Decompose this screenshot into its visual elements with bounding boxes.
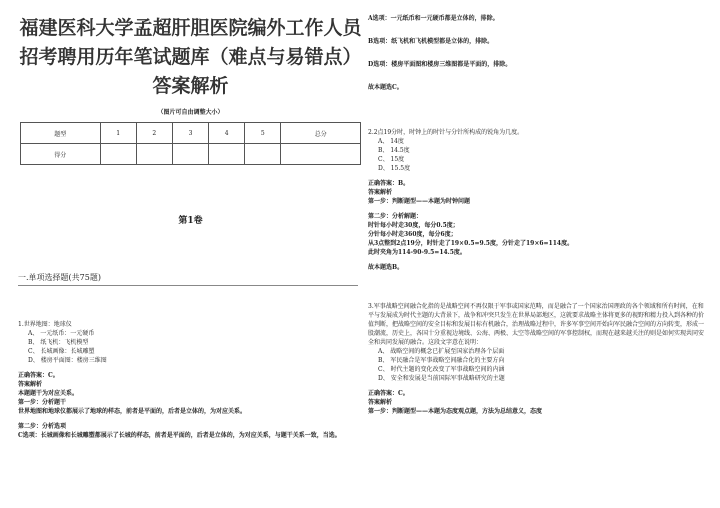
analysis-text: 本题题干为对应关系。 — [18, 390, 79, 397]
option-d: D、 15.5度 — [378, 165, 411, 172]
section-divider — [18, 285, 358, 286]
analysis-label: 答案解析 — [18, 381, 43, 388]
analysis-step-label: 第二步：分析选项 — [18, 423, 67, 430]
analysis-text: 第一步：判断题型——本题为时钟问题 — [368, 198, 471, 205]
option-c: C、 时代主题的变化改变了军事战略空间的内涵 — [378, 366, 505, 373]
correct-answer: 正确答案：B。 — [368, 180, 410, 187]
section-title: 一.单项选择题(共75题) — [18, 273, 101, 282]
question-stem: 3.军事战略空间融合化指的是战略空间不再仅限于军事或国家范畴，而是融合了一个国家治国理政的各个领域和所有时间，在和平与发展成为时代主题的大背景下，战争和冲突只发生在世界局部地区，这就要求战略主体将更多的视野和精力投入到各种的价值判断，把战略空间的安全目标和发展目标有机融合，治理战略过程中，许多军事空间开始向军民融合空间的方向转变，形成一股潮流，历史上，各国十分重视边境线、公海、两极、太空等战略空间的军事控制权，而现在越来越关注的则是如何实现共同安全和共同发展的融合。这段文字意在说明： — [368, 303, 705, 346]
score-header-cell: 4 — [209, 123, 245, 144]
analysis-step-label: 第一步：分析题干 — [18, 399, 67, 406]
score-cell — [245, 144, 281, 165]
analysis-text: 第一步：判断题型——本题为态度观点题，方法为总结意义，态度 — [368, 408, 543, 415]
score-cell — [209, 144, 245, 165]
question-2 — [368, 128, 708, 272]
analysis-text: B选项：纸飞机和飞机模型都是立体的，排除。 — [368, 38, 494, 45]
analysis-label: 答案解析 — [368, 189, 393, 196]
left-column — [18, 14, 363, 440]
score-header-cell: 1 — [100, 123, 136, 144]
score-table-row — [21, 144, 361, 165]
correct-answer: 正确答案：C。 — [18, 372, 59, 379]
conclusion-text: 故本题选B。 — [368, 264, 404, 271]
score-table-header-row — [21, 123, 361, 144]
option-b: B、 军民融合是军事战略空间融合化的主要方向 — [378, 357, 505, 364]
question-stem: 1.世界地图：地球仪 — [18, 321, 72, 328]
correct-answer: 正确答案：C。 — [368, 390, 409, 397]
score-header-cell: 5 — [245, 123, 281, 144]
score-cell — [172, 144, 208, 165]
analysis-text: D选项：楼房平面图和楼房三维图都是平面的，排除。 — [368, 61, 512, 68]
score-header-cell: 3 — [172, 123, 208, 144]
score-cell — [100, 144, 136, 165]
option-a: A、 14度 — [378, 138, 404, 145]
option-a: A、 一元纸币：一元硬币 — [28, 330, 95, 337]
score-table — [20, 122, 361, 165]
analysis-label: 答案解析 — [368, 399, 393, 406]
score-header-cell: 2 — [136, 123, 172, 144]
option-a: A、 战略空间的概念已扩展至国家治理各个层面 — [378, 348, 505, 355]
option-c: C、 长城画像：长城雕塑 — [28, 348, 95, 355]
page-title: 福建医科大学孟超肝胆医院编外工作人员招考聘用历年笔试题库（难点与易错点）答案解析 — [19, 17, 362, 97]
score-cell — [136, 144, 172, 165]
score-header-cell: 总分 — [281, 123, 361, 144]
question-1 — [18, 320, 363, 440]
section-heading — [18, 272, 363, 286]
option-d: D、 楼房平面图：楼房三维图 — [28, 357, 107, 364]
option-b: B、 14.5度 — [378, 147, 410, 154]
analysis-text: 分针每小时走360度，每分6度； — [368, 231, 457, 238]
score-row-label: 得分 — [21, 144, 101, 165]
analysis-step-label: 第二步：分析解题： — [368, 213, 423, 220]
right-column — [368, 14, 708, 416]
analysis-text: C选项：长城画像和长城雕塑都展示了长城的样态，前者是平面的，后者是立体的，为对应关系，与题干关系一致，当选。 — [18, 432, 341, 439]
question-3 — [368, 302, 708, 416]
analysis-text: 时针每小时走30度，每分0.5度； — [368, 222, 459, 229]
image-note: （图片可自由调整大小） — [157, 109, 224, 116]
score-cell — [281, 144, 361, 165]
analysis-text: 世界地图和地球仪都展示了地球的样态，前者是平面的，后者是立体的，为对应关系。 — [18, 408, 247, 415]
analysis-text: A选项：一元纸币和一元硬币都是立体的，排除。 — [368, 15, 499, 22]
option-b: B、 纸飞机：飞机模型 — [28, 339, 89, 346]
conclusion-text: 故本题选C。 — [368, 84, 403, 91]
option-d: D、 安全和发展是当前国际军事战略研究的主题 — [378, 375, 505, 382]
question-stem: 2.2点19分时，时钟上的时针与分针所构成的锐角为几度。 — [368, 129, 524, 136]
volume-label: 第1卷 — [178, 216, 203, 226]
option-c: C、 15度 — [378, 156, 405, 163]
analysis-text: 此时夹角为114-90-9.5=14.5度。 — [368, 249, 466, 256]
analysis-text: 从3点整到2点19分，时针走了19×0.5=9.5度，分针走了19×6=114度。 — [368, 240, 574, 247]
score-header-cell: 题型 — [21, 123, 101, 144]
